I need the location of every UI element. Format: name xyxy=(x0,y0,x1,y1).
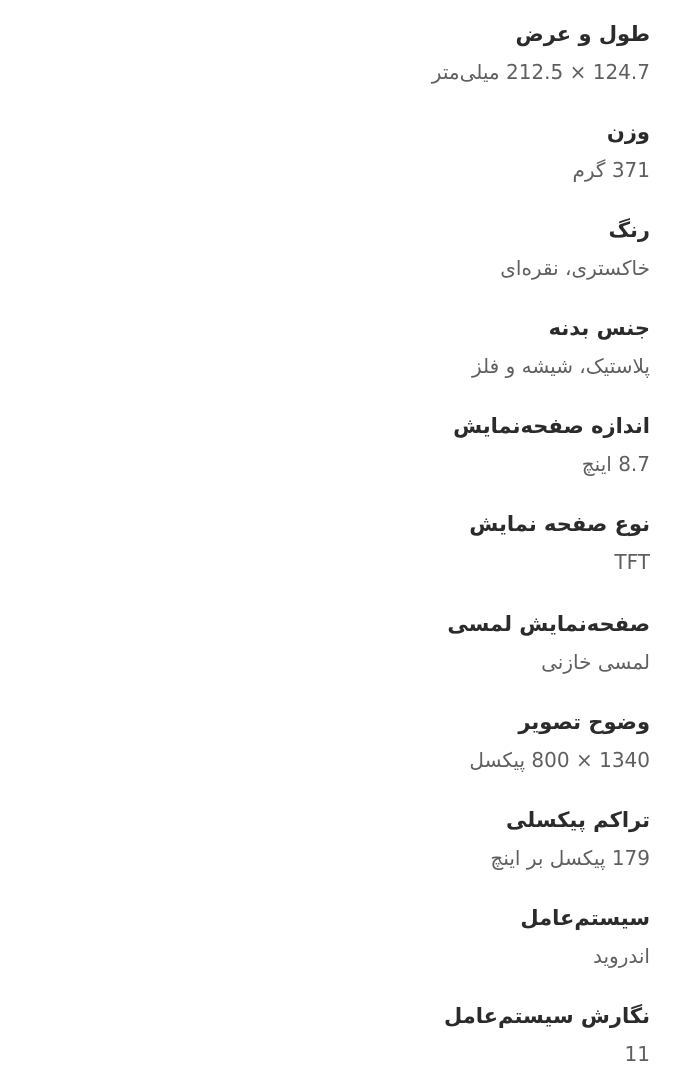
spec-value: 1340 × 800 پیکسل xyxy=(469,748,650,772)
spec-value: 371 گرم xyxy=(572,158,650,182)
spec-label: نگارش سیستم‌عامل xyxy=(444,1004,650,1028)
spec-label: وزن xyxy=(606,120,650,144)
spec-value: 11 xyxy=(624,1042,650,1066)
spec-label: طول و عرض xyxy=(515,22,650,46)
spec-label: اندازه صفحه‌نمایش xyxy=(453,414,650,438)
spec-value: 124.7 × 212.5 میلی‌متر xyxy=(431,60,650,84)
spec-value: 8.7 اینچ xyxy=(581,452,650,476)
spec-value: 179 پیکسل بر اینچ xyxy=(490,846,650,870)
spec-value: پلاستیک، شیشه و فلز xyxy=(472,354,650,378)
spec-value: TFT xyxy=(614,550,650,574)
spec-label: تراکم پیکسلی xyxy=(506,808,650,832)
spec-value: خاکستری، نقره‌ای xyxy=(500,256,650,280)
spec-value: اندروید xyxy=(592,944,650,968)
spec-label: صفحه‌نمایش لمسی xyxy=(447,612,650,636)
spec-label: سیستم‌عامل xyxy=(520,906,650,930)
spec-label: نوع صفحه نمایش xyxy=(469,512,650,536)
spec-label: جنس بدنه xyxy=(548,316,650,340)
spec-label: رنگ xyxy=(608,218,650,242)
spec-value: لمسی خازنی xyxy=(541,650,650,674)
spec-label: وضوح تصویر xyxy=(518,710,650,734)
